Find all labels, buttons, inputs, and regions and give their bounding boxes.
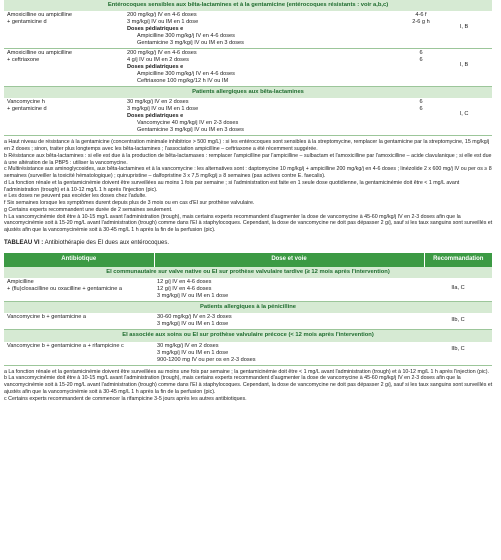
antibiotic-name: Ampicilline: [7, 279, 34, 286]
antibiotic-name: + gentamicine d: [7, 106, 47, 113]
dose-line: 12 g/j IV en 4-6 doses: [157, 286, 212, 293]
recommendation: IIb, C: [451, 345, 465, 352]
band-allergy: Patients allergiques aux bêta-lactamines: [4, 87, 492, 99]
footnote: b Résistance aux bêta-lactamines : si elle est due à la production de bêta-lactamases : remplacer l'ampicilline par l'ampicilline – sulbactam et l'amoxicilline par l'amoxicilline – acide clavulanique ; si elle est due à une altération de la PBP5 : utiliser la vancomycine.: [4, 152, 492, 166]
table-caption: [4, 240, 497, 248]
staphylococci-table: [4, 253, 492, 365]
band-community: EI communautaire sur valve native ou EI sur prothèse valvulaire tardive (≥ 12 mois après l'intervention): [4, 267, 492, 278]
footnote: a La fonction rénale et la gentamicinémie doivent être surveillées au moins une fois par semaine ; la gentamicinémie doit être < 1 mg/L avant l'administration (trough) et à 10-12 mg/L 1 h après l'injection (pic).: [4, 368, 489, 375]
dose-line: 3 mg/kg/j IV ou IM en 1 dose: [157, 321, 229, 328]
dose-line: 12 g/j IV en 4-6 doses: [157, 279, 212, 286]
antibiotic-name: + gentamicine d: [7, 19, 47, 26]
dose-line: 30-60 mg/kg/j IV en 2-3 doses: [157, 314, 232, 321]
table-row: [4, 49, 492, 87]
column-header-recommendation: Recommandation: [424, 253, 492, 267]
caption-label: TABLEAU VI :: [4, 239, 44, 246]
pediatric-dose-line: Vancomycine 40 mg/kg/j IV en 2-3 doses: [137, 120, 239, 127]
pediatric-dose-line: Gentamicine 3 mg/kg/j IV ou IM en 3 doses: [137, 127, 244, 134]
dose-line: 4 g/j IV ou IM en 2 doses: [127, 57, 189, 64]
pediatric-doses-title: Doses pédiatriques e: [127, 113, 184, 120]
recommendation: I, C: [459, 111, 469, 118]
table2-footnotes: [4, 369, 494, 403]
duration: 6: [419, 99, 423, 106]
pediatric-dose-line: Gentamicine 3 mg/kg/j IV ou IM en 3 doses: [137, 40, 244, 47]
enterococci-table: [4, 0, 492, 136]
dose-line: 200 mg/kg/j IV en 4-6 doses: [127, 12, 197, 19]
footnote: c Multirésistance aux aminoglycosides, aux bêta-lactamines et à la vancomycine : les alternatives sont : daptomycine 10 mg/kg/j + ampicilline 200 mg/kg/j en 4-6 doses ; linézolide 2 x 600 mg/j IV ou per os ≥ 8 semaines (surveiller la toxicité hématologique) ; quinupristine – dalfopristine 3 x 7,5 mg/kg/j ≥ 8 semaines (pas actives contre E. faecalis).: [4, 166, 492, 180]
table-row: [4, 313, 492, 329]
duration: 2-6 g h: [412, 19, 430, 26]
dose-line: 900-1200 mg IV ou per os en 2-3 doses: [157, 356, 256, 363]
dose-line: 3 mg/kg/j IV ou IM en 1 dose: [127, 106, 199, 113]
pediatric-doses-title: Doses pédiatriques e: [127, 26, 184, 33]
duration: 6: [419, 57, 423, 64]
table1-footnotes: [4, 139, 494, 234]
dose-line: 3 mg/kg/j IV ou IM en 1 dose: [157, 349, 229, 356]
antibiotic-name: + (flu)cloxacilline ou oxacilline + gentamicine a: [7, 286, 123, 293]
recommendation: I, B: [459, 62, 469, 69]
footnote: a Haut niveau de résistance à la gentamicine (concentration minimale inhibitrice > 500 mg/L) : si les entérocoques sont sensibles à la streptomycine, remplacer la gentamicine par la streptomycine, 15 mg/kg/j en 2 doses ; sinon, traiter plus longtemps avec les bêta-lactamines ; l'association ampicilline – ceftriaxone a été récemment suggérée.: [4, 139, 490, 152]
recommendation: I, B: [459, 24, 469, 31]
antibiotic-name: + ceftriaxone: [7, 57, 40, 64]
recommendation: IIb, C: [451, 317, 465, 324]
caption-text: Antibiothérapie des EI dues aux entérocoques.: [43, 239, 169, 246]
footnote: e Les doses ne peuvent pas excéder les doses chez l'adulte.: [4, 193, 147, 200]
duration: 4-6 f: [415, 12, 427, 19]
footnote: c Certains experts recommandent de commencer la rifampicine 3-5 jours après les autres antibiotiques.: [4, 395, 247, 402]
band-healthcare: EI associée aux soins ou EI sur prothèse valvulaire précoce (< 12 mois après l'intervention): [4, 330, 492, 342]
antibiotic-name: Vancomycine h: [7, 99, 45, 106]
footnote: g Certains experts recommandent une durée de 2 semaines seulement.: [4, 206, 173, 213]
footnote: b La vancomycinémie doit être à 10-15 mg/L avant l'administration (trough), mais certains experts recommandent d'augmenter la dose de vancomycine à 45-60 mg/kg/j IV en 2-3 doses afin que la vancomycinémie soit à 15-20 mg/L avant l'administration (trough) comme dans l'EI à staphylocoques. Cependant, la dose de vancomycine ne doit pas dépasser 2 g/j, sauf si les taux sanguins sont surveillés et ajustés afin que la vancomycinémie soit à 30-45 mg/L 1 h après la fin de la perfusion (pic).: [4, 375, 493, 395]
dose-line: 30 mg/kg/j IV en 2 doses: [157, 342, 219, 349]
antibiotic-name: Amoxicilline ou ampicilline: [7, 12, 72, 19]
table-row: [4, 11, 492, 48]
footnote: f Six semaines lorsque les symptômes durent depuis plus de 3 mois ou en cas d'EI sur prothèse valvulaire.: [4, 200, 255, 207]
dose-line: 200 mg/kg/j IV en 4-6 doses: [127, 50, 197, 57]
table-row: [4, 98, 492, 135]
antibiotic-name: Vancomycine b + gentamicine a + rifampicine c: [7, 342, 124, 349]
duration: 6: [419, 50, 423, 57]
dose-line: 30 mg/kg/j IV en 2 doses: [127, 99, 189, 106]
antibiotic-name: Vancomycine b + gentamicine a: [7, 314, 87, 321]
pediatric-doses-title: Doses pédiatriques e: [127, 64, 184, 71]
pediatric-dose-line: Ampicilline 300 mg/kg/j IV en 4-6 doses: [137, 71, 235, 78]
recommendation: IIa, C: [451, 285, 465, 292]
pediatric-dose-line: Ceftriaxone 100 mg/kg/12 h IV ou IM: [137, 78, 229, 85]
column-header-antibiotic: Antibiotique: [4, 253, 154, 267]
column-header-dose: Dose et voie: [154, 253, 424, 267]
pediatric-dose-line: Ampicilline 300 mg/kg/j IV en 4-6 doses: [137, 33, 235, 40]
footnote: h La vancomycinémie doit être à 10-15 mg/L avant l'administration (trough), mais certains experts recommandent d'augmenter la dose de vancomycine à 45-60 mg/kg/j IV en 2-3 doses afin que la vancomycinémie soit à 15-20 mg/L avant l'administration (trough) comme dans l'EI à staphylocoques. Cependant, la dose de vancomycine ne doit pas dépasser 2 g/j, sauf si les taux sanguins sont surveillés et ajustés afin que la vancomycinémie soit à 30-45 mg/L 1 h après la fin de la perfusion (pic).: [4, 213, 493, 234]
table-row: [4, 342, 492, 365]
dose-line: 3 mg/kg/j IV ou IM en 1 dose: [127, 19, 199, 26]
table-row: [4, 278, 492, 301]
duration: 6: [419, 106, 423, 113]
antibiotic-name: Amoxicilline ou ampicilline: [7, 50, 72, 57]
dose-line: 3 mg/kg/j IV ou IM en 1 dose: [157, 293, 229, 300]
band-sensitive: Entérocoques sensibles aux bêta-lactamines et à la gentamicine (entérocoques résistants : voir a,b,c): [4, 0, 492, 11]
footnote: d La fonction rénale et la gentamicinémie doivent être surveillées au moins 1 fois par semaine ; si l'administration est faite en 1 seule dose quotidienne, la gentamicinémie doit être < 1 mg/L avant l'administration (trough) et à 10-12 mg/L 1 h après l'injection (pic).: [4, 179, 460, 193]
band-penicillin-allergy: Patients allergiques à la pénicilline: [4, 302, 492, 314]
